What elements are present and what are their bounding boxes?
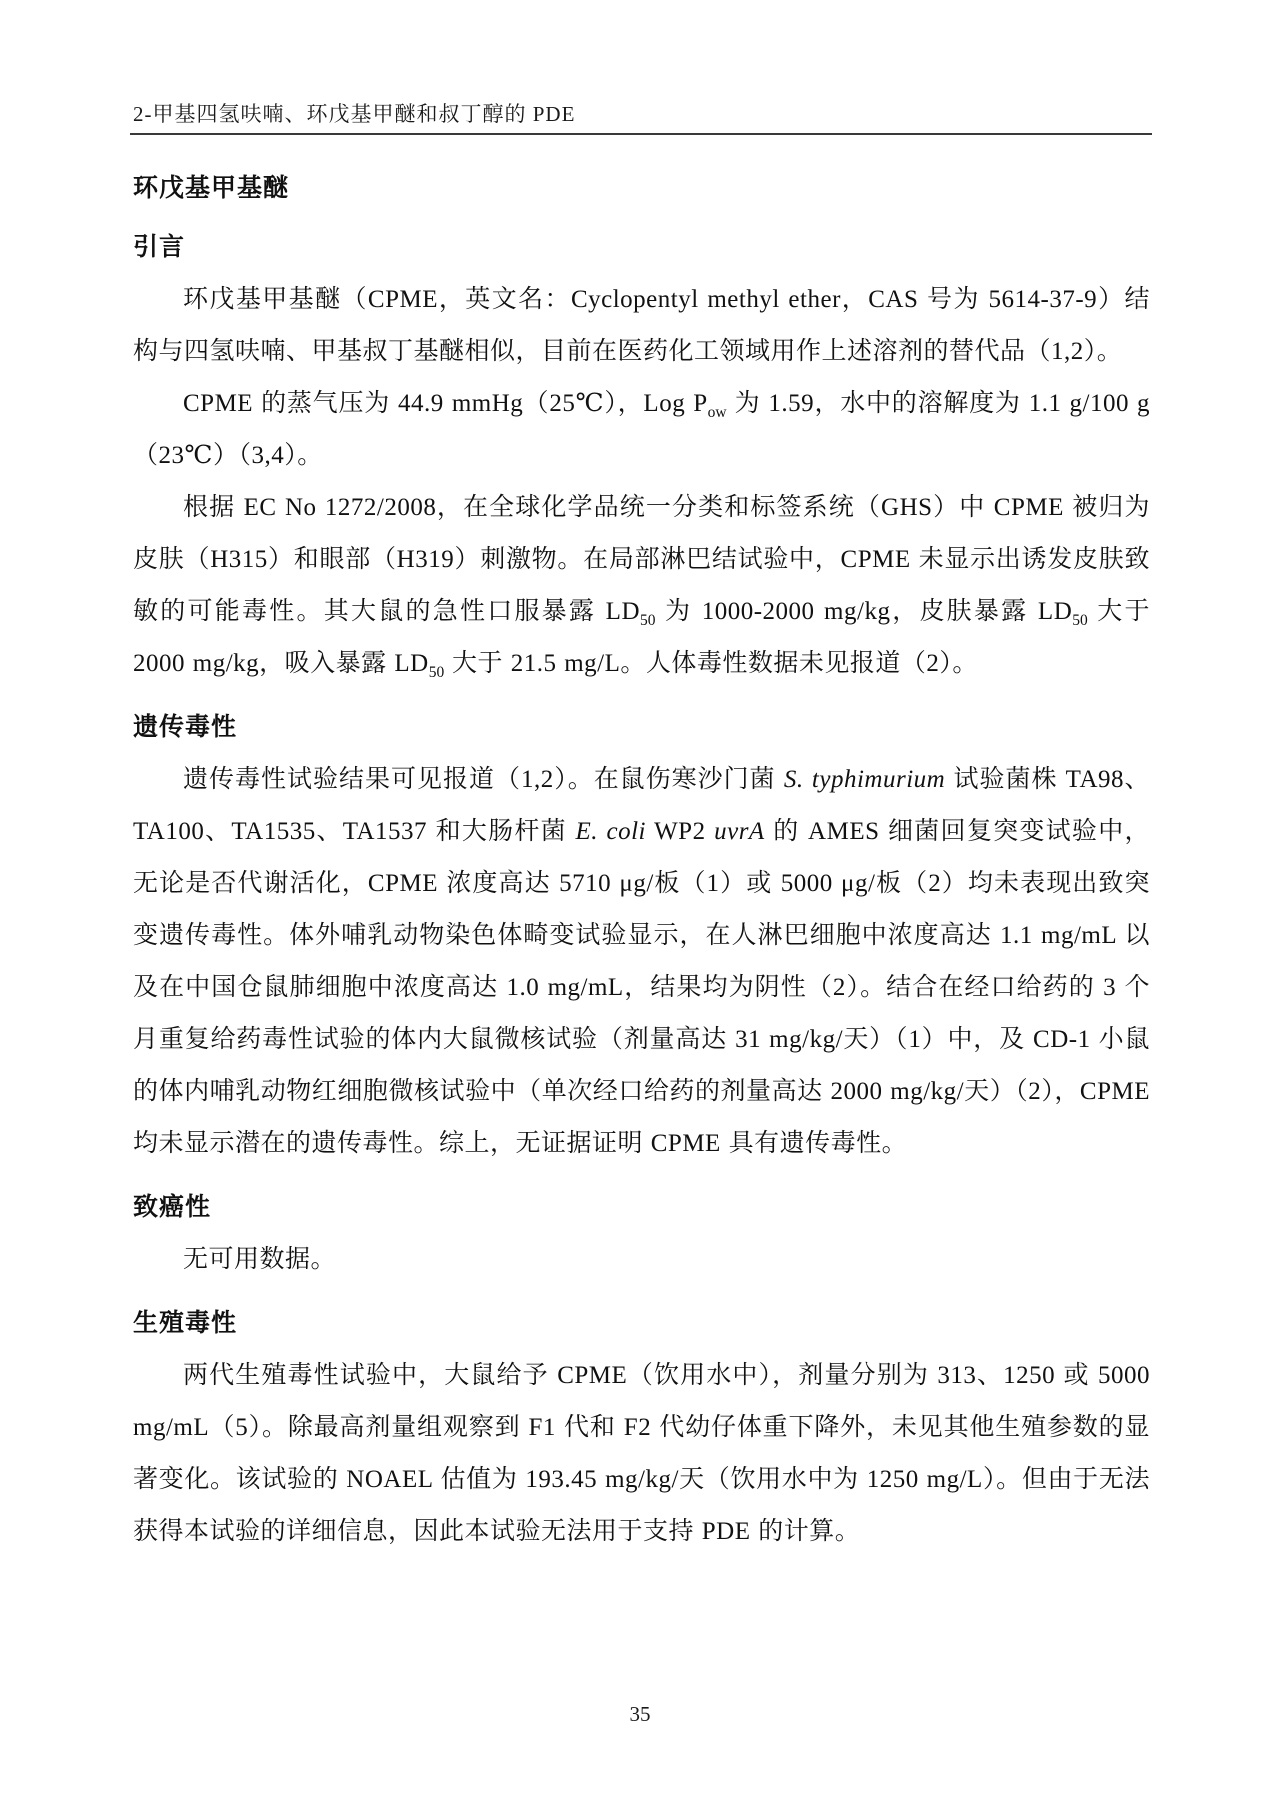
paragraph-intro-2 <box>133 378 1150 482</box>
paragraph-carcinogenicity <box>133 1234 1150 1286</box>
section-heading-introduction: 引言 <box>133 234 186 261</box>
text-run: 为 1.59，水中的溶解度为 1.1 g/100 g（23℃）（3,4）。 <box>133 390 1151 469</box>
section-heading-carcinogenicity: 致癌性 <box>133 1194 212 1221</box>
document-content <box>133 160 1150 1558</box>
italic-gene-name: uvrA <box>714 818 765 845</box>
text-run: 无可用数据。 <box>183 1246 337 1273</box>
text-run: 两代生殖毒性试验中，大鼠给予 CPME（饮用水中），剂量分别为 313、1250 或 5000 mg/mL（5）。除最高剂量组观察到 F1 代和 F2 代幼仔体重下降外，未见其他生殖参数的显著变化。该试验的 NOAEL 估值为 193.45 mg/kg/天（饮用水中为 1250 mg/L）。但由于无法获得本试验的详细信息，因此本试验无法用于支持 PDE 的计算。 <box>133 1362 1150 1545</box>
text-run: 大于 21.5 mg/L。人体毒性数据未见报道（2）。 <box>444 650 978 677</box>
text-run: CPME 的蒸气压为 44.9 mmHg（25℃），Log P <box>183 390 708 417</box>
subscript-text: ow <box>707 404 727 421</box>
paragraph-intro-1 <box>133 274 1150 378</box>
text-run: 为 1000-2000 mg/kg，皮肤暴露 LD <box>655 598 1073 625</box>
paragraph-reproductive-toxicity <box>133 1350 1150 1558</box>
text-run: 大于 2000 mg/kg，吸入暴露 LD <box>133 598 1150 677</box>
subscript-text: 50 <box>428 664 445 681</box>
text-run: WP2 <box>646 818 715 845</box>
paragraph-intro-3 <box>133 482 1150 690</box>
subscript-text: 50 <box>1072 612 1088 629</box>
text-run: 试验菌株 TA98、TA100、TA1535、TA1537 和大肠杆菌 <box>133 766 1150 845</box>
section-heading-reproductive-toxicity: 生殖毒性 <box>133 1310 238 1337</box>
paragraph-genotoxicity <box>133 754 1150 1170</box>
section-heading-genotoxicity: 遗传毒性 <box>133 714 238 741</box>
text-run: 根据 EC No 1272/2008，在全球化学品统一分类和标签系统（GHS）中 CPME 被归为皮肤（H315）和眼部（H319）刺激物。在局部淋巴结试验中，CPME 未显示出诱发皮肤致敏的可能毒性。其大鼠的急性口服暴露 LD <box>133 494 1150 625</box>
page-number: 35 <box>629 1702 651 1726</box>
header-rule <box>130 133 1152 135</box>
text-run: 环戊基甲基醚（CPME，英文名：Cyclopentyl methyl ether，CAS 号为 5614-37-9）结构与四氢呋喃、甲基叔丁基醚相似，目前在医药化工领域用作上述溶剂的替代品（1,2）。 <box>133 286 1150 365</box>
italic-species-name: S. typhimurium <box>783 766 946 793</box>
running-header: 2-甲基四氢呋喃、环戊基甲醚和叔丁醇的 PDE <box>133 102 576 126</box>
text-run: 的 AMES 细菌回复突变试验中，无论是否代谢活化，CPME 浓度高达 5710 μg/板（1）或 5000 μg/板（2）均未表现出致突变遗传毒性。体外哺乳动物染色体畸变试验显示，在人淋巴细胞中浓度高达 1.1 mg/mL 以及在中国仓鼠肺细胞中浓度高达 1.0 mg/mL，结果均为阴性（2）。结合在经口给药的 3 个月重复给药毒性试验的体内大鼠微核试验（剂量高达 31 mg/kg/天）（1）中，及 CD-1 小鼠的体内哺乳动物红细胞微核试验中（单次经口给药的剂量高达 2000 mg/kg/天）（2），CPME 均未显示潜在的遗传毒性。综上，无证据证明 CPME 具有遗传毒性。 <box>133 818 1150 1157</box>
italic-species-name: E. coli <box>575 818 647 845</box>
document-title: 环戊基甲基醚 <box>133 175 290 202</box>
text-run: 遗传毒性试验结果可见报道（1,2）。在鼠伤寒沙门菌 <box>183 766 784 793</box>
subscript-text: 50 <box>640 612 656 629</box>
